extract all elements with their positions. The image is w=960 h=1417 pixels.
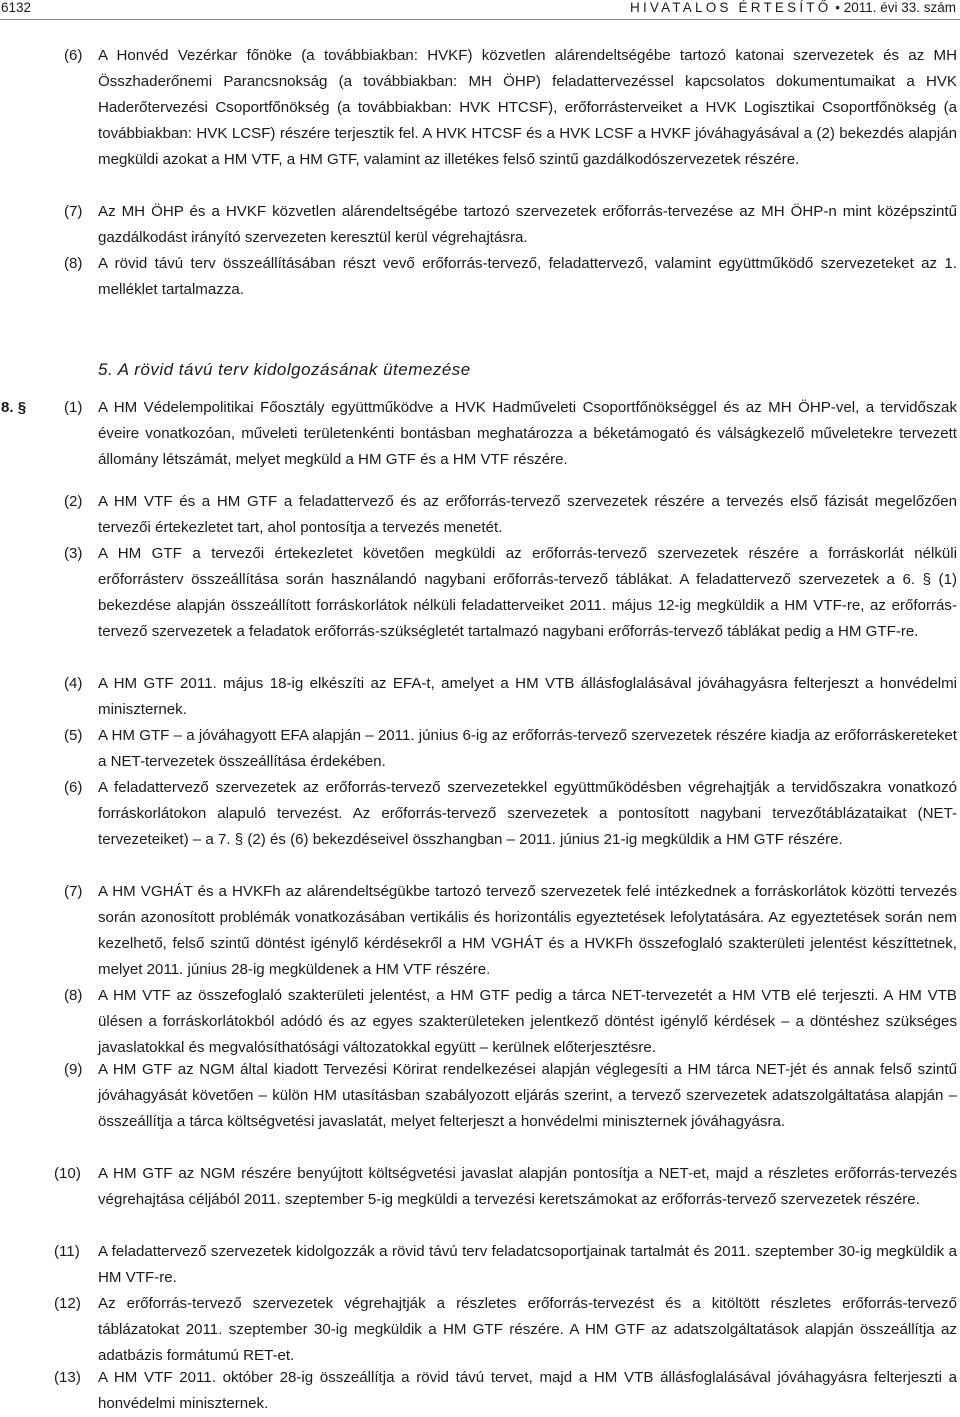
paragraph-number: (9) bbox=[64, 1061, 83, 1078]
paragraph-text: A HM VTF az összefoglaló szakterületi jelentést, a HM GTF pedig a tárca NET-tervezetét a HM VTB elé terjeszti. A HM VTB ülésen a forráskorlátokból adódó és az egyes szakterületeken jelentkező döntést igénylő kérdések – a döntéshez szükséges javaslatokkal és megvalósíthatósági változatokkal együtt – kerülnek előterjesztésre. bbox=[98, 987, 957, 1056]
journal-title: HIVATALOS ÉRTESÍTŐ bbox=[630, 0, 832, 15]
paragraph-7 bbox=[64, 199, 957, 251]
article-paragraph-6 bbox=[64, 775, 957, 853]
article-paragraph-9 bbox=[64, 1057, 957, 1135]
paragraph-text: A HM GTF az NGM által kiadott Tervezési Körirat rendelkezései alapján véglegesíti a HM tárca NET-jét és annak felső szintű jóváhagyását követően – külön HM utasításban szabályozott eljárás szerint, a tervező szervezetek adatszolgáltatása alapján – összeállítja a tárca költségvetési javaslatát, melyet felterjeszt a honvédelmi miniszternek jóváhagyásra. bbox=[98, 1061, 957, 1130]
paragraph-text: A HM VGHÁT és a HVKFh az alárendeltségükbe tartozó tervező szervezetek felé intézkednek a forráskorlátok közötti tervezés során azonosított problémák vonatkozásában vertikális és horizontális egyeztetések lefolytatására. Az egyeztetések során nem kezelhető, felső szintű döntést igénylő kérdésekről a HM VGHÁT és a HVKFh összefoglaló szakterületi jelentést készíttetnek, melyet 2011. június 28-ig megküldenek a HM VTF részére. bbox=[98, 883, 957, 978]
paragraph-number: (5) bbox=[64, 727, 83, 744]
paragraph-number: (3) bbox=[64, 545, 83, 562]
paragraph-number: (7) bbox=[64, 203, 83, 220]
paragraph-number: (6) bbox=[64, 47, 83, 64]
paragraph-text: Az erőforrás-tervező szervezetek végrehajtják a részletes erőforrás-tervezést és a kitöltött részletes erőforrás-tervező táblázatokat 2011. szeptember 30-ig megküldik a HM GTF részére. A HM GTF az adatszolgáltatások alapján összeállítja az adatbázis formátumú RET-et. bbox=[98, 1295, 957, 1364]
paragraph-8 bbox=[64, 251, 957, 303]
journal-info bbox=[630, 1, 956, 15]
article-paragraph-1 bbox=[64, 395, 957, 473]
article-paragraph-5 bbox=[64, 723, 957, 775]
paragraph-number: (1) bbox=[64, 399, 83, 416]
article-paragraph-7 bbox=[64, 879, 957, 983]
article-paragraph-3 bbox=[64, 541, 957, 645]
paragraph-number: (13) bbox=[54, 1369, 81, 1386]
paragraph-text: A HM GTF a tervezői értekezletet követően megküldi az erőforrás-tervező szervezetek részére a forráskorlát nélküli erőforrásterv összeállítása során használandó nagybani erőforrás-tervező táblákat. A feladattervező szervezetek a 6. § (1) bekezdése alapján összeállított forráskorlátok nélküli feladatterveiket 2011. május 12-ig megküldik a HM VTF-re, az erőforrás-tervező szervezetek a feladatok erőforrás-szükségletét tartalmazó nagybani erőforrás-tervező táblákat pedig a HM GTF-re. bbox=[98, 545, 957, 640]
paragraph-number: (7) bbox=[64, 883, 83, 900]
paragraph-number: (6) bbox=[64, 779, 83, 796]
paragraph-text: A HM VTF és a HM GTF a feladattervező és az erőforrás-tervező szervezetek részére a tervezés első fázisát megelőzően tervezői értekezletet tart, ahol pontosítja a tervezés menetét. bbox=[98, 493, 957, 536]
section-title: 5. A rövid távú terv kidolgozásának ütemezése bbox=[98, 360, 471, 379]
paragraph-text: A HM GTF 2011. május 18-ig elkészíti az EFA-t, amelyet a HM VTB állásfoglalásával jóváhagyásra felterjeszt a honvédelmi miniszternek. bbox=[98, 675, 957, 718]
paragraph-text: A HM VTF 2011. október 28-ig összeállítja a rövid távú tervet, majd a HM VTB állásfoglalásával jóváhagyásra felterjeszti a honvédelmi miniszternek. bbox=[98, 1369, 957, 1412]
article-paragraph-4 bbox=[64, 671, 957, 723]
paragraph-number: (10) bbox=[54, 1165, 81, 1182]
paragraph-text: A feladattervező szervezetek az erőforrás-tervező szervezetekkel együttműködésben végrehajtják a tervidőszakra vonatkozó forráskorlátokon alapuló tervezést. Az erőforrás-tervező szervezetek a pontosított nagybani tervezőtáblázataikat (NET-tervezeteiket) – a 7. § (2) és (6) bekezdéseivel összhangban – 2011. június 21-ig megküldik a HM GTF részére. bbox=[98, 779, 957, 848]
paragraph-number: (2) bbox=[64, 493, 83, 510]
page-header bbox=[0, 0, 960, 20]
paragraph-number: (4) bbox=[64, 675, 83, 692]
paragraph-text: A HM GTF – a jóváhagyott EFA alapján – 2011. június 6-ig az erőforrás-tervező szervezetek részére kiadja az erőforráskereteket a NET-tervezetek összeállítása érdekében. bbox=[98, 727, 957, 770]
paragraph-number: (11) bbox=[54, 1243, 80, 1260]
article-paragraph-12 bbox=[54, 1291, 957, 1369]
paragraph-text: A Honvéd Vezérkar főnöke (a továbbiakban: HVKF) közvetlen alárendeltségébe tartozó katonai szervezetek és az MH Összhaderőnemi Parancsnokság (a továbbiakban: MH ÖHP) feladattervezéssel kapcsolatos dokumentumaikat a HVK Haderőtervezési Csoportfőnökség (a továbbiakban: HVK HTCSF), erőforrásterveiket a HVK Logisztikai Csoportfőnökség (a továbbiakban: HVK LCSF) részére terjesztik fel. A HVK HTCSF és a HVK LCSF a HVKF jóváhagyásával a (2) bekezdés alapján megküldi azokat a HM VTF, a HM GTF, valamint az illetékes felső szintű gazdálkodószervezetek részére. bbox=[98, 47, 957, 168]
article-paragraph-8 bbox=[64, 983, 957, 1061]
page-number: 6132 bbox=[1, 0, 32, 15]
article-mark: 8. § bbox=[1, 399, 27, 416]
paragraph-text: A HM GTF az NGM részére benyújtott költségvetési javaslat alapján pontosítja a NET-et, majd a részletes erőforrás-tervezés végrehajtása céljából 2011. szeptember 5-ig megküldi a tervezési keretszámokat az erőforrás-tervező szervezetek részére. bbox=[98, 1165, 957, 1208]
paragraph-text: A feladattervező szervezetek kidolgozzák a rövid távú terv feladatcsoportjainak tartalmát és 2011. szeptember 30-ig megküldik a HM VTF-re. bbox=[98, 1243, 957, 1286]
paragraph-text: A rövid távú terv összeállításában részt vevő erőforrás-tervező, feladattervező, valamint együttműködő szervezeteket az 1. melléklet tartalmazza. bbox=[98, 255, 957, 298]
article-paragraph-13 bbox=[54, 1365, 957, 1417]
issue-label: 2011. évi 33. szám bbox=[843, 0, 956, 15]
article-paragraph-10 bbox=[54, 1161, 957, 1213]
header-divider bbox=[0, 19, 960, 20]
bullet-separator: • bbox=[835, 0, 840, 15]
article-paragraph-2 bbox=[64, 489, 957, 541]
article-paragraph-11 bbox=[54, 1239, 957, 1291]
paragraph-6 bbox=[64, 43, 957, 173]
paragraph-text: Az MH ÖHP és a HVKF közvetlen alárendeltségébe tartozó szervezetek erőforrás-tervezése az MH ÖHP-n mint középszintű gazdálkodást irányító szervezeten keresztül kerül végrehajtásra. bbox=[98, 203, 957, 246]
paragraph-number: (8) bbox=[64, 987, 83, 1004]
paragraph-text: A HM Védelempolitikai Főosztály együttműködve a HVK Hadműveleti Csoportfőnökséggel és az MH ÖHP-vel, a tervidőszak éveire vonatkozóan, műveleti területenkénti bontásban meghatározza a béketámogató és válságkezelő műveletekre tervezett állomány létszámát, melyet megküld a HM GTF és a HM VTF részére. bbox=[98, 399, 957, 468]
paragraph-number: (12) bbox=[54, 1295, 81, 1312]
paragraph-number: (8) bbox=[64, 255, 83, 272]
